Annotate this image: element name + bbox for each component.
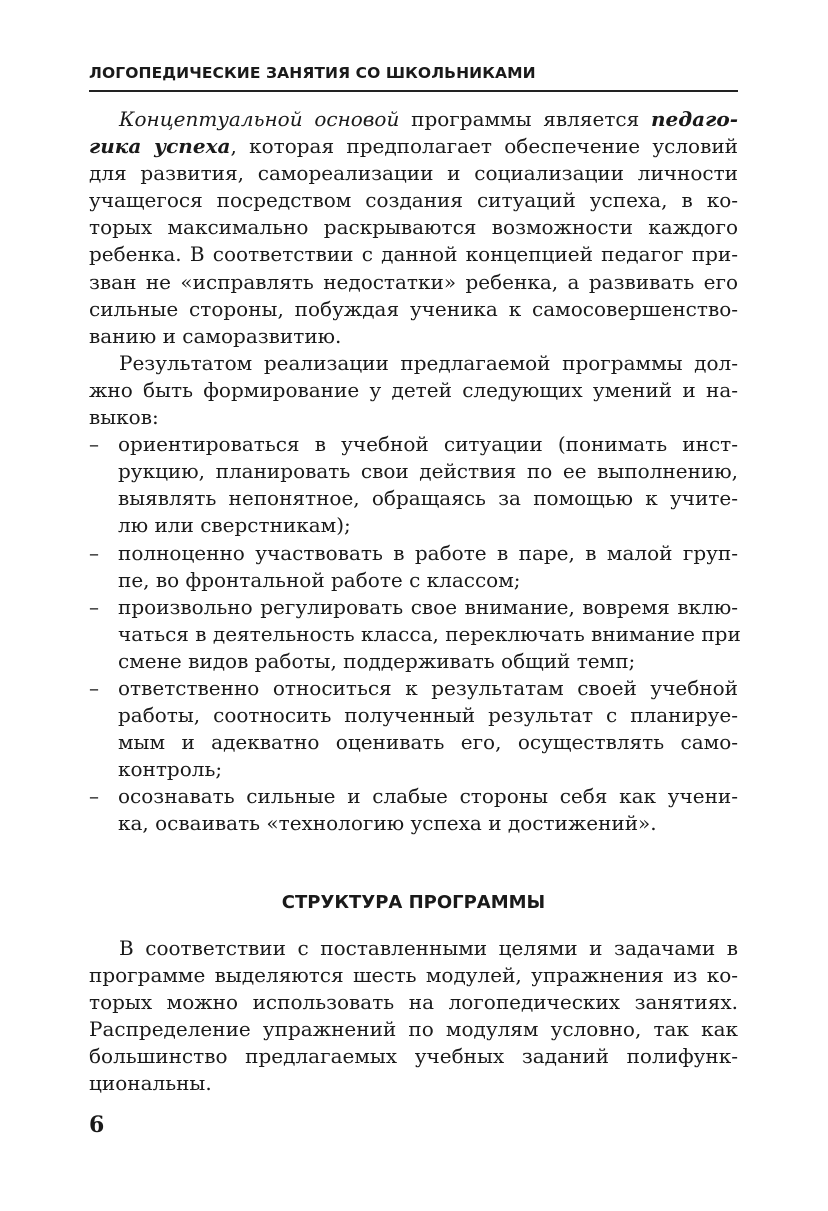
section-line-6: циональны. <box>89 1071 212 1096</box>
bullet-2-line-1 <box>89 540 738 567</box>
bold-term: педаго- <box>650 107 738 131</box>
paragraph-1-line-2 <box>89 133 738 160</box>
section-line-1: В соответствии с поставленными целями и задачами в <box>119 936 738 960</box>
main-text-block <box>89 106 741 838</box>
section-heading: СТРУКТУРА ПРОГРАММЫ <box>281 892 546 913</box>
paragraph-1-line-5: торых максимально раскрываются возможности каждого <box>89 215 738 240</box>
paragraph-1-line-1 <box>89 106 738 133</box>
dash-marker: – <box>89 432 99 457</box>
text-run: произвольно регулировать свое внимание, вовремя вклю- <box>118 594 738 619</box>
dash-marker: – <box>89 540 99 565</box>
dash-marker: – <box>89 594 99 619</box>
bullet-5-line-1 <box>89 783 738 810</box>
bullet-4-line-3: мым и адекватно оценивать его, осуществлять само- <box>118 730 738 755</box>
paragraph-1-line-8: сильные стороны, побуждая ученика к самосовершенство- <box>89 296 738 321</box>
paragraph-1-line-9: ванию и саморазвитию. <box>89 323 342 348</box>
paragraph-1-line-6: ребенка. В соответствии с данной концепцией педагог при- <box>89 242 738 267</box>
bullet-4-line-1 <box>89 675 738 702</box>
bullet-3-line-2: чаться в деятельность класса, переключать внимание при <box>118 621 741 646</box>
bold-term: гика успеха <box>89 134 231 159</box>
paragraph-1-line-4: учащегося посредством создания ситуаций успеха, в ко- <box>89 188 738 213</box>
text-run: ориентироваться в учебной ситуации (понимать инст- <box>118 432 738 457</box>
section-line-4: Распределение упражнений по модулям условно, так как <box>89 1017 738 1042</box>
section-line-5: большинство предлагаемых учебных заданий полифунк- <box>89 1044 738 1069</box>
bullet-4-line-4: контроль; <box>118 757 223 782</box>
bullet-4-line-2: работы, соотносить полученный результат с планируе- <box>118 703 738 728</box>
section-line-2: программе выделяются шесть модулей, упражнения из ко- <box>89 963 738 988</box>
text-run: программы является <box>399 107 651 131</box>
paragraph-1-line-7: зван не «исправлять недостатки» ребенка, а развивать его <box>89 269 738 294</box>
paragraph-2-line-1: Результатом реализации предлагаемой программы дол- <box>119 350 738 375</box>
section-text-block <box>89 935 738 1098</box>
dash-marker: – <box>89 784 99 809</box>
text-run: ответственно относиться к результатам своей учебной <box>118 675 738 700</box>
bullet-5-line-2: ка, осваивать «технологию успеха и достижений». <box>118 811 657 836</box>
paragraph-1-line-3: для развития, самореализации и социализации личности <box>89 161 738 186</box>
paragraph-2-line-2: жно быть формирование у детей следующих умений и на- <box>89 377 738 402</box>
bullet-3-line-3: смене видов работы, поддерживать общий темп; <box>118 648 636 673</box>
page-number: 6 <box>89 1112 105 1138</box>
bullet-2-line-2: пе, во фронтальной работе с классом; <box>118 567 521 592</box>
bullet-1-line-1 <box>89 431 738 458</box>
dash-marker: – <box>89 675 99 700</box>
bullet-1-line-3: выявлять непонятное, обращаясь за помощью к учите- <box>118 486 738 511</box>
bullet-1-line-2: рукцию, планировать свои действия по ее выполнению, <box>118 459 738 484</box>
italic-term: Концептуальной основой <box>119 107 400 131</box>
text-run: осознавать сильные и слабые стороны себя как учени- <box>118 784 738 809</box>
text-run: , которая предполагает обеспечение условий <box>230 134 738 159</box>
section-line-3: торых можно использовать на логопедических занятиях. <box>89 990 738 1015</box>
text-run: полноценно участвовать в работе в паре, в малой груп- <box>118 540 738 565</box>
paragraph-2-line-3: выков: <box>89 405 159 430</box>
bullet-1-line-4: лю или сверстникам); <box>118 513 351 538</box>
bullet-3-line-1 <box>89 594 738 621</box>
running-header: ЛОГОПЕДИЧЕСКИЕ ЗАНЯТИЯ СО ШКОЛЬНИКАМИ <box>89 60 738 92</box>
